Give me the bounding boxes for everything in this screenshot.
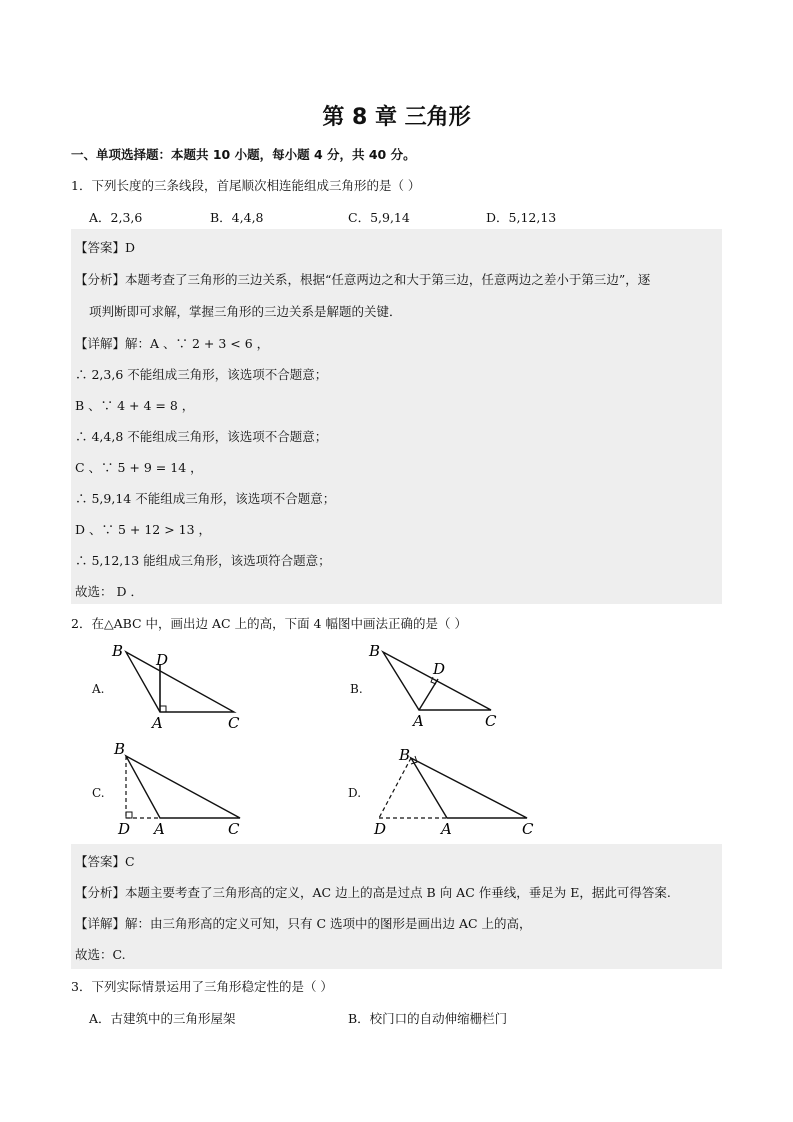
q2-figure-d bbox=[365, 738, 545, 838]
q1-option-d: D．5,12,13 bbox=[486, 210, 557, 225]
label-a: A bbox=[441, 820, 452, 838]
label-b: B bbox=[399, 746, 411, 764]
label-d: D bbox=[374, 820, 387, 838]
label-b: B bbox=[114, 740, 126, 758]
q1-detail-7: ∴ 5,12,13 能组成三角形，该选项符合题意； bbox=[75, 553, 331, 568]
q1-detail-5: ∴ 5,9,14 不能组成三角形，该选项不合题意； bbox=[75, 491, 336, 506]
q2-solution-box bbox=[71, 844, 722, 969]
triangle-abc-a bbox=[126, 652, 234, 712]
label-c: C bbox=[228, 820, 240, 838]
q1-detail-2: B 、∵ 4 + 4 = 8 ， bbox=[75, 398, 195, 413]
q1-detail-3: ∴ 4,4,8 不能组成三角形，该选项不合题意； bbox=[75, 429, 328, 444]
q2-figure-b bbox=[365, 640, 515, 735]
q1-detail-6: D 、∵ 5 + 12 > 13 ， bbox=[75, 522, 212, 537]
right-angle-mark-a bbox=[160, 706, 166, 712]
q1-detail-0: 【详解】解：A 、∵ 2 + 3 < 6 ， bbox=[75, 336, 270, 351]
q2-choose: 故选：C. bbox=[75, 947, 126, 962]
q2-detail: 【详解】解：由三角形高的定义可知，只有 C 选项中的图形是画出边 AC 上的高， bbox=[75, 916, 532, 931]
q1-analysis-line1: 【分析】本题考查了三角形的三边关系，根据“任意两边之和大于第三边，任意两边之差小于第三边”，逐 bbox=[75, 272, 651, 287]
label-c: C bbox=[522, 820, 534, 838]
label-d: D bbox=[118, 820, 131, 838]
chapter-title: 第 8 章 三角形 bbox=[322, 105, 471, 130]
q2-answer: 【答案】C bbox=[75, 854, 135, 869]
q2-figure-c bbox=[108, 738, 258, 838]
q3-stem: 3．下列实际情景运用了三角形稳定性的是（ ） bbox=[71, 979, 333, 994]
label-a: A bbox=[152, 714, 163, 732]
q1-analysis-line2: 项判断即可求解，掌握三角形的三边关系是解题的关键． bbox=[89, 304, 402, 319]
q2-fig-label-c: C. bbox=[92, 786, 105, 800]
label-d: D bbox=[433, 660, 446, 678]
q2-figure-a bbox=[108, 640, 258, 735]
label-c: C bbox=[228, 714, 240, 732]
q1-stem: 1．下列长度的三条线段，首尾顺次相连能组成三角形的是（ ） bbox=[71, 178, 421, 193]
q1-option-b: B．4,4,8 bbox=[210, 210, 264, 225]
label-b: B bbox=[369, 642, 381, 660]
q1-detail-1: ∴ 2,3,6 不能组成三角形，该选项不合题意； bbox=[75, 367, 328, 382]
q1-detail-8: 故选： D ． bbox=[75, 584, 143, 599]
q2-fig-label-d: D. bbox=[348, 786, 362, 800]
label-b: B bbox=[112, 642, 124, 660]
label-a: A bbox=[413, 712, 424, 730]
q1-option-c: C．5,9,14 bbox=[348, 210, 410, 225]
label-c: C bbox=[485, 712, 497, 730]
q2-fig-label-b: B. bbox=[350, 682, 363, 696]
right-angle-mark-c bbox=[126, 812, 132, 818]
q1-option-a: A．2,3,6 bbox=[89, 210, 143, 225]
label-d: D bbox=[156, 651, 169, 669]
section-heading: 一、单项选择题：本题共 10 小题，每小题 4 分，共 40 分。 bbox=[71, 147, 416, 162]
q2-fig-label-a: A. bbox=[92, 682, 105, 696]
q1-answer: 【答案】D bbox=[75, 240, 136, 255]
q1-detail-4: C 、∵ 5 + 9 = 14 ， bbox=[75, 460, 203, 475]
q3-option-b: B．校门口的自动伸缩栅栏门 bbox=[348, 1011, 508, 1026]
q3-option-a: A．古建筑中的三角形屋架 bbox=[89, 1011, 236, 1026]
triangle-abc-d bbox=[411, 758, 527, 818]
q2-stem: 2．在△ABC 中，画出边 AC 上的高，下面 4 幅图中画法正确的是（ ） bbox=[71, 616, 467, 631]
height-line-d bbox=[379, 758, 411, 818]
label-a: A bbox=[154, 820, 165, 838]
q2-analysis: 【分析】本题主要考查了三角形高的定义，AC 边上的高是过点 B 向 AC 作垂线，垂足为 E，据此可得答案. bbox=[75, 885, 671, 900]
triangle-abc-c bbox=[126, 756, 240, 818]
